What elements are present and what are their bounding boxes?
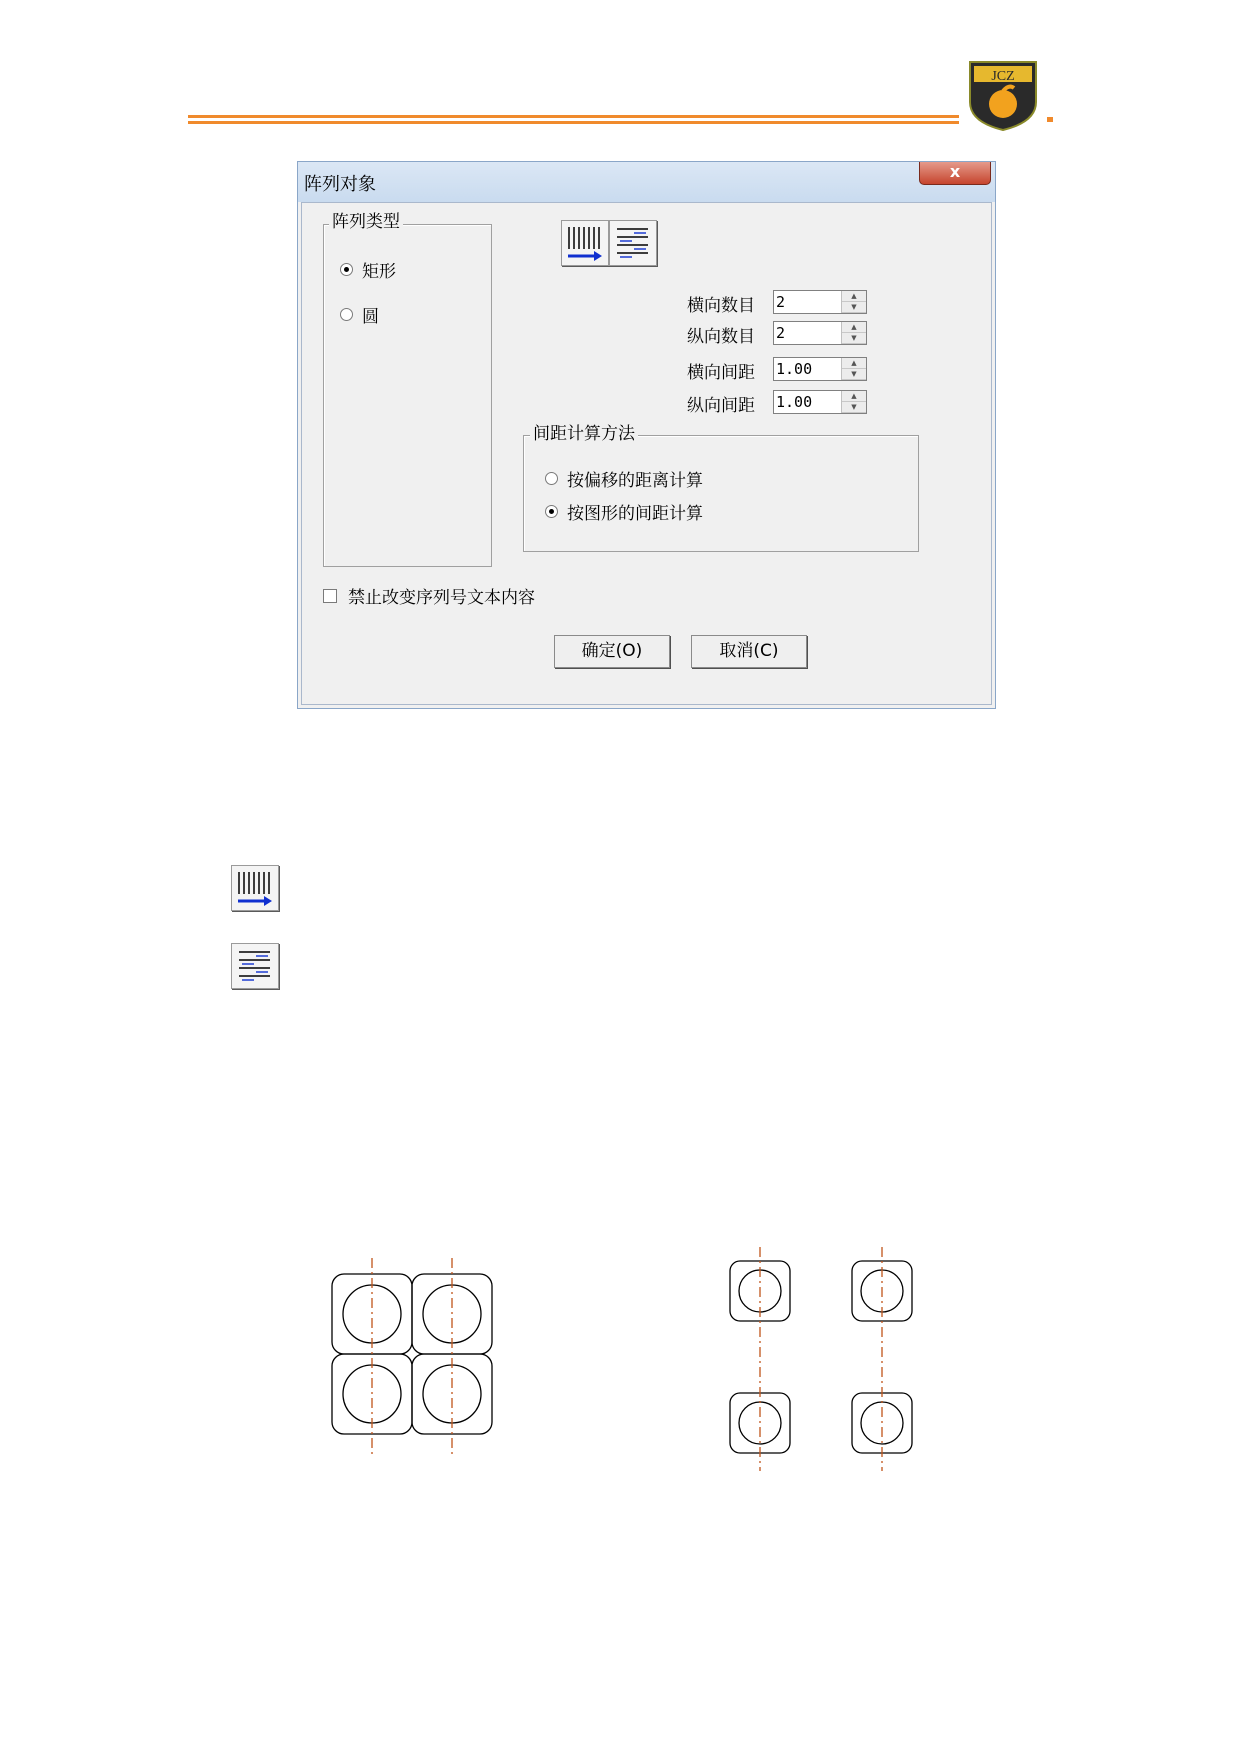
spin-up-icon[interactable]: ▲	[842, 358, 866, 369]
radio-shape-spacing-label: 按图形的间距计算	[567, 504, 703, 524]
array-type-group-label: 阵列类型	[329, 212, 403, 232]
array-object-dialog	[297, 161, 996, 709]
array-direction-icon-standalone	[231, 865, 279, 911]
radio-indicator	[545, 472, 558, 485]
array-direction-icon	[232, 866, 278, 910]
jcz-logo	[964, 58, 1042, 132]
spin-value[interactable]: 1.00	[776, 393, 813, 411]
horizontal-spacing-spinner[interactable]	[773, 357, 867, 381]
field-label-horizontal-spacing: 横向间距	[687, 363, 755, 383]
dialog-title: 阵列对象	[304, 174, 376, 195]
radio-rectangle[interactable]	[340, 257, 396, 282]
array-spacing-icon-standalone	[231, 943, 279, 989]
vertical-spacing-spinner[interactable]	[773, 390, 867, 414]
radio-indicator	[340, 263, 353, 276]
vertical-count-spinner[interactable]	[773, 321, 867, 345]
svg-text:JCZ: JCZ	[991, 69, 1015, 84]
spacing-method-group	[523, 435, 919, 552]
cancel-button[interactable]: 取消(C)	[691, 635, 807, 668]
spacing-method-group-label: 间距计算方法	[530, 424, 638, 444]
array-illustration-offset-distance	[718, 1245, 918, 1475]
array-direction-button[interactable]	[561, 220, 609, 266]
spin-down-icon[interactable]: ▼	[842, 369, 866, 380]
radio-indicator	[340, 308, 353, 321]
spin-up-icon[interactable]: ▲	[842, 391, 866, 402]
spin-down-icon[interactable]: ▼	[842, 333, 866, 344]
spin-value[interactable]: 2	[776, 324, 786, 342]
radio-rectangle-label: 矩形	[362, 262, 396, 282]
array-spacing-button[interactable]	[609, 220, 657, 266]
field-label-horizontal-count: 横向数目	[687, 296, 755, 316]
spin-value[interactable]: 2	[776, 293, 786, 311]
array-spacing-icon	[232, 944, 278, 988]
spin-up-icon[interactable]: ▲	[842, 322, 866, 333]
ok-button[interactable]: 确定(O)	[554, 635, 670, 668]
lock-serial-text-checkbox[interactable]	[323, 583, 535, 608]
header-rule-bottom	[188, 121, 959, 124]
array-illustration-shape-spacing	[320, 1250, 510, 1470]
radio-indicator	[545, 505, 558, 518]
field-label-vertical-count: 纵向数目	[687, 327, 755, 347]
horizontal-count-spinner[interactable]	[773, 290, 867, 314]
dialog-client	[301, 202, 992, 705]
header-dot	[1047, 117, 1053, 122]
dialog-titlebar	[298, 162, 995, 202]
radio-offset-distance-label: 按偏移的距离计算	[567, 471, 703, 491]
spin-up-icon[interactable]: ▲	[842, 291, 866, 302]
radio-circle-label: 圆	[362, 307, 379, 327]
spin-value[interactable]: 1.00	[776, 360, 813, 378]
spin-down-icon[interactable]: ▼	[842, 302, 866, 313]
array-spacing-icon	[610, 221, 656, 265]
radio-shape-spacing[interactable]	[545, 499, 703, 524]
checkbox-indicator	[323, 589, 337, 603]
spin-down-icon[interactable]: ▼	[842, 402, 866, 413]
radio-offset-distance[interactable]	[545, 466, 703, 491]
field-label-vertical-spacing: 纵向间距	[687, 396, 755, 416]
close-icon: x	[949, 162, 961, 181]
header-rule-top	[188, 115, 959, 118]
radio-circle[interactable]	[340, 302, 379, 327]
close-button[interactable]	[919, 162, 991, 185]
array-direction-icon	[562, 221, 608, 265]
lock-serial-text-label: 禁止改变序列号文本内容	[348, 588, 535, 608]
